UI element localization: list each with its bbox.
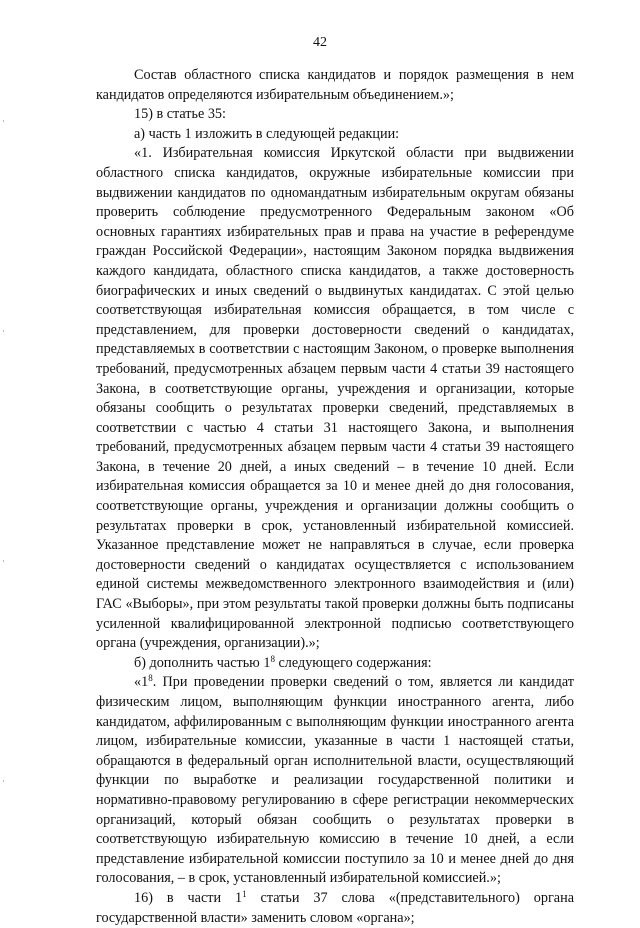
superscript-index: 1 (242, 888, 247, 899)
paragraph-subitem-a: а) часть 1 изложить в следующей редакции: (134, 125, 400, 142)
paragraph-item-15: 15) в статье 35: (134, 106, 226, 123)
paragraph-subitem-b (96, 654, 574, 674)
page-number: 42 (313, 35, 327, 50)
subitem-b-text-end: следующего содержания: (274, 654, 432, 671)
paragraph-item-16 (96, 889, 574, 928)
paragraph-part-1-8-text (96, 673, 574, 889)
scan-edge-mark (3, 330, 4, 332)
scan-edge-mark (3, 120, 4, 122)
superscript-index: 8 (270, 653, 275, 664)
paragraph-list-composition: Состав областного списка кандидатов и порядок размещения в нем кандидатов определяются избирательным объединением.»; (96, 67, 574, 103)
scan-edge-mark (3, 560, 4, 562)
superscript-index: 8 (148, 673, 153, 684)
scan-edge-mark (3, 780, 4, 782)
item-16-text: 16) в части 1 (134, 889, 243, 906)
document-body (96, 66, 574, 928)
item-16-text-end: статьи 37 слова «(представительного) органа государственной власти» заменить словом «органа»; (96, 889, 574, 926)
part-number: «1 (134, 674, 149, 691)
part-1-8-body: . При проведении проверки сведений о том, является ли кандидат физическим лицом, выполняющим функции иностранного агента, либо кандидатом, аффилированным с выполняющим функции иностранного агента лицом, избирательные комиссии, указанные в части 1 настоящей статьи, обращаются в федеральный орган исполнительной власти, осуществляющий функции по выработке и реализации государственной политики и нормативно-правовому регулированию в сфере регистрации некоммерческих организаций, который обязан сообщить о результатах проверки в соответствующую избирательную комиссию в течение 10 дней, а если представление избирательной комиссии поступило за 10 и менее дней до дня голосования, – в срок, установленный избирательной комиссией.»; (96, 674, 574, 887)
subitem-b-text: б) дополнить частью 1 (134, 654, 271, 671)
paragraph-part-1-text: «1. Избирательная комиссия Иркутской области при выдвижении областного списка кандидатов, окружные избирательные комиссии при выдвижении кандидатов по одномандатным избирательным округам обязаны проверить соблюдение предусмотренного Федеральным законом «Об основных гарантиях избирательных прав и права на участие в референдуме граждан Российской Федерации», настоящим Законом порядка выдвижения каждого кандидата, областного списка кандидатов, а также достоверность биографических и иных сведений о выдвинутых кандидатах. С этой целью соответствующая избирательная комиссия обращается, в том числе с представлением, для проверки достоверности сведений о кандидатах, представляемых в соответствии с настоящим Законом, о проверке выполнения требований, предусмотренных абзацем первым части 4 статьи 39 настоящего Закона, в соответствующие органы, учреждения и организации, которые обязаны сообщить о результатах проверки сведений, представляемых в соответствии с частью 4 статьи 31 настоящего Закона, и выполнения требований, предусмотренных абзацем первым части 4 статьи 39 настоящего Закона, в течение 20 дней, а иных сведений – в течение 10 дней. Если избирательная комиссия обращается за 10 и менее дней до дня голосования, соответствующие органы, учреждения и организации должны сообщить о результатах проверки в срок, установленный избирательной комиссией. Указанное представление может не направляться в случае, если проверка достоверности сведений о кандидатах осуществляется с использованием единой системы межведомственного электронного взаимодействия и (или) ГАС «Выборы», при этом результаты такой проверки должны быть подписаны усиленной квалифицированной электронной подписью соответствующего органа (учреждения, организации).»; (96, 145, 574, 652)
